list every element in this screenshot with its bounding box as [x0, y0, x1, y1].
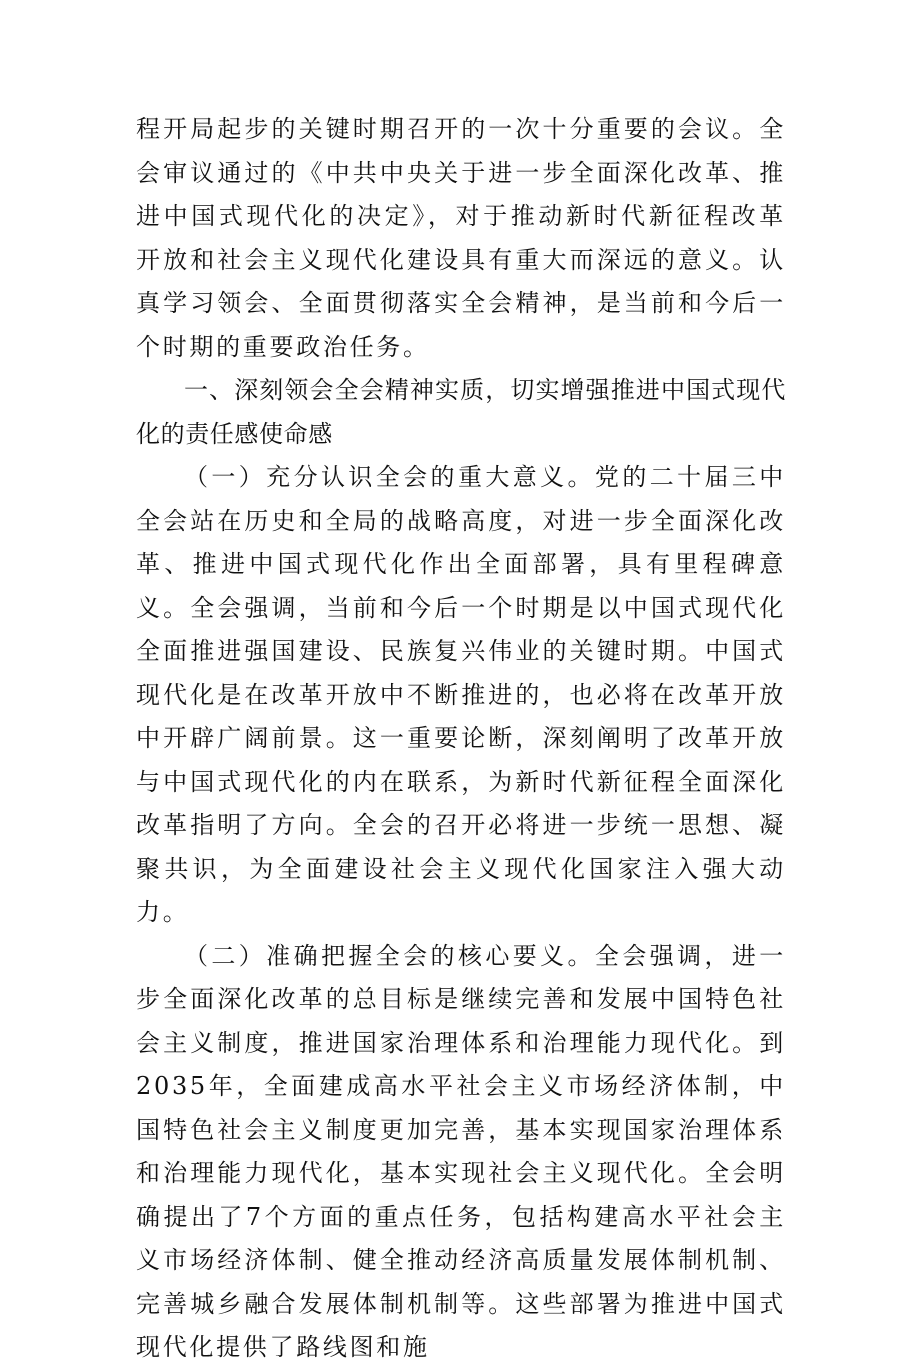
- subsection-paragraph-2: （二）准确把握全会的核心要义。全会强调，进一步全面深化改革的总目标是继续完善和发展中国特色社会主义制度，推进国家治理体系和治理能力现代化。到2035年，全面建成高水平社会主义市场经济体制，中国特色社会主义制度更加完善，基本实现国家治理体系和治理能力现代化，基本实现社会主义现代化。全会明确提出了7个方面的重点任务，包括构建高水平社会主义市场经济体制、健全推动经济高质量发展体制机制、完善城乡融合发展体制机制等。这些部署为推进中国式现代化提供了路线图和施: [136, 941, 786, 1361]
- section-heading-1: 一、深刻领会全会精神实质，切实增强推进中国式现代化的责任感使命感: [136, 376, 786, 448]
- document-page: [136, 108, 786, 1370]
- subsection-paragraph-1: （一）充分认识全会的重大意义。党的二十届三中全会站在历史和全局的战略高度，对进一步全面深化改革、推进中国式现代化作出全面部署，具有里程碑意义。全会强调，当前和今后一个时期是以中国式现代化全面推进强国建设、民族复兴伟业的关键时期。中国式现代化是在改革开放中不断推进的，也必将在改革开放中开辟广阔前景。这一重要论断，深刻阐明了改革开放与中国式现代化的内在联系，为新时代新征程全面深化改革指明了方向。全会的召开必将进一步统一思想、凝聚共识，为全面建设社会主义现代化国家注入强大动力。: [136, 463, 786, 926]
- intro-paragraph: 程开局起步的关键时期召开的一次十分重要的会议。全会审议通过的《中共中央关于进一步全面深化改革、推进中国式现代化的决定》，对于推动新时代新征程改革开放和社会主义现代化建设具有重大而深远的意义。认真学习领会、全面贯彻落实全会精神，是当前和今后一个时期的重要政治任务。: [136, 115, 786, 361]
